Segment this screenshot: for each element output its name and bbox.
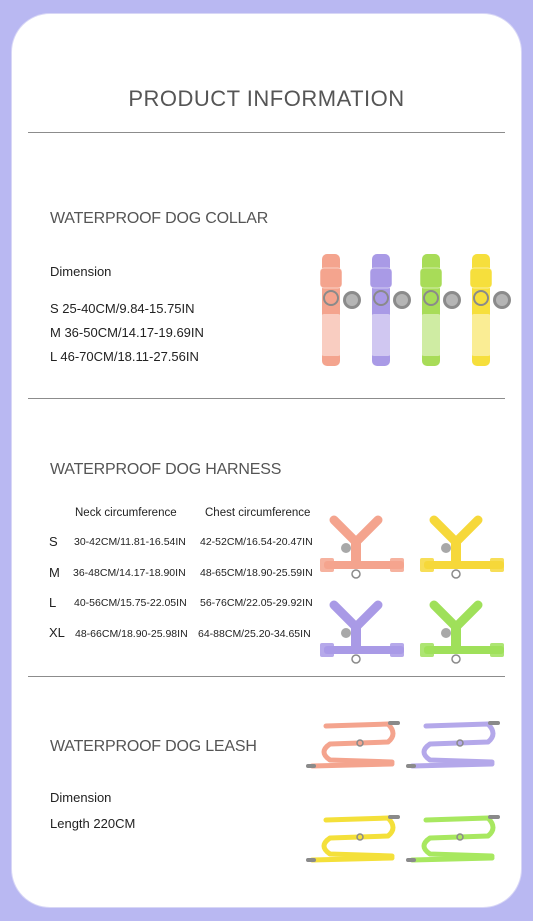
leash-dimension-label: Dimension	[50, 790, 112, 805]
product-info-card	[12, 14, 521, 907]
harness-size-label: L	[49, 595, 57, 610]
harness-neck-cell: 40-56CM/15.75-22.05IN	[74, 597, 187, 609]
harness-chest-cell: 64-88CM/25.20-34.65IN	[198, 628, 311, 640]
leash-item	[406, 815, 500, 862]
harness-neck-cell: 48-66CM/18.90-25.98IN	[75, 628, 188, 640]
harness-section-title: WATERPROOF DOG HARNESS	[50, 461, 282, 478]
collar-item	[420, 254, 461, 366]
divider	[28, 676, 505, 677]
collar-dimension-label: Dimension	[50, 264, 112, 279]
harness-item	[320, 605, 404, 663]
neck-circumference-header: Neck circumference	[75, 507, 177, 519]
harness-size-label: M	[49, 565, 60, 580]
leash-length: Length 220CM	[50, 816, 136, 831]
collar-item	[470, 254, 511, 366]
harness-item	[320, 520, 404, 578]
harness-neck-cell: 30-42CM/11.81-16.54IN	[74, 536, 186, 548]
divider	[28, 132, 505, 133]
page-title: PRODUCT INFORMATION	[128, 86, 405, 111]
leash-item	[406, 721, 500, 768]
leash-item	[306, 815, 400, 862]
collar-item	[370, 254, 411, 366]
harness-size-label: S	[49, 534, 58, 549]
collar-size-m: M 36-50CM/14.17-19.69IN	[50, 325, 204, 340]
leash-item	[306, 721, 400, 768]
harness-product-image	[308, 498, 508, 658]
collar-section-title: WATERPROOF DOG COLLAR	[50, 210, 269, 227]
chest-circumference-header: Chest circumference	[205, 507, 311, 519]
collar-item	[320, 254, 361, 366]
collar-size-s: S 25-40CM/9.84-15.75IN	[50, 301, 195, 316]
harness-neck-cell: 36-48CM/14.17-18.90IN	[73, 567, 186, 579]
harness-item	[420, 520, 504, 578]
harness-chest-cell: 56-76CM/22.05-29.92IN	[200, 597, 313, 609]
collar-size-l: L 46-70CM/18.11-27.56IN	[50, 349, 199, 364]
harness-item	[420, 605, 504, 663]
leash-section-title: WATERPROOF DOG LEASH	[50, 738, 257, 755]
collar-product-image	[300, 242, 510, 372]
leash-product-image	[296, 704, 496, 874]
harness-chest-cell: 48-65CM/18.90-25.59IN	[200, 567, 313, 579]
harness-size-label: XL	[49, 625, 65, 640]
harness-chest-cell: 42-52CM/16.54-20.47IN	[200, 536, 313, 548]
divider	[28, 398, 505, 399]
